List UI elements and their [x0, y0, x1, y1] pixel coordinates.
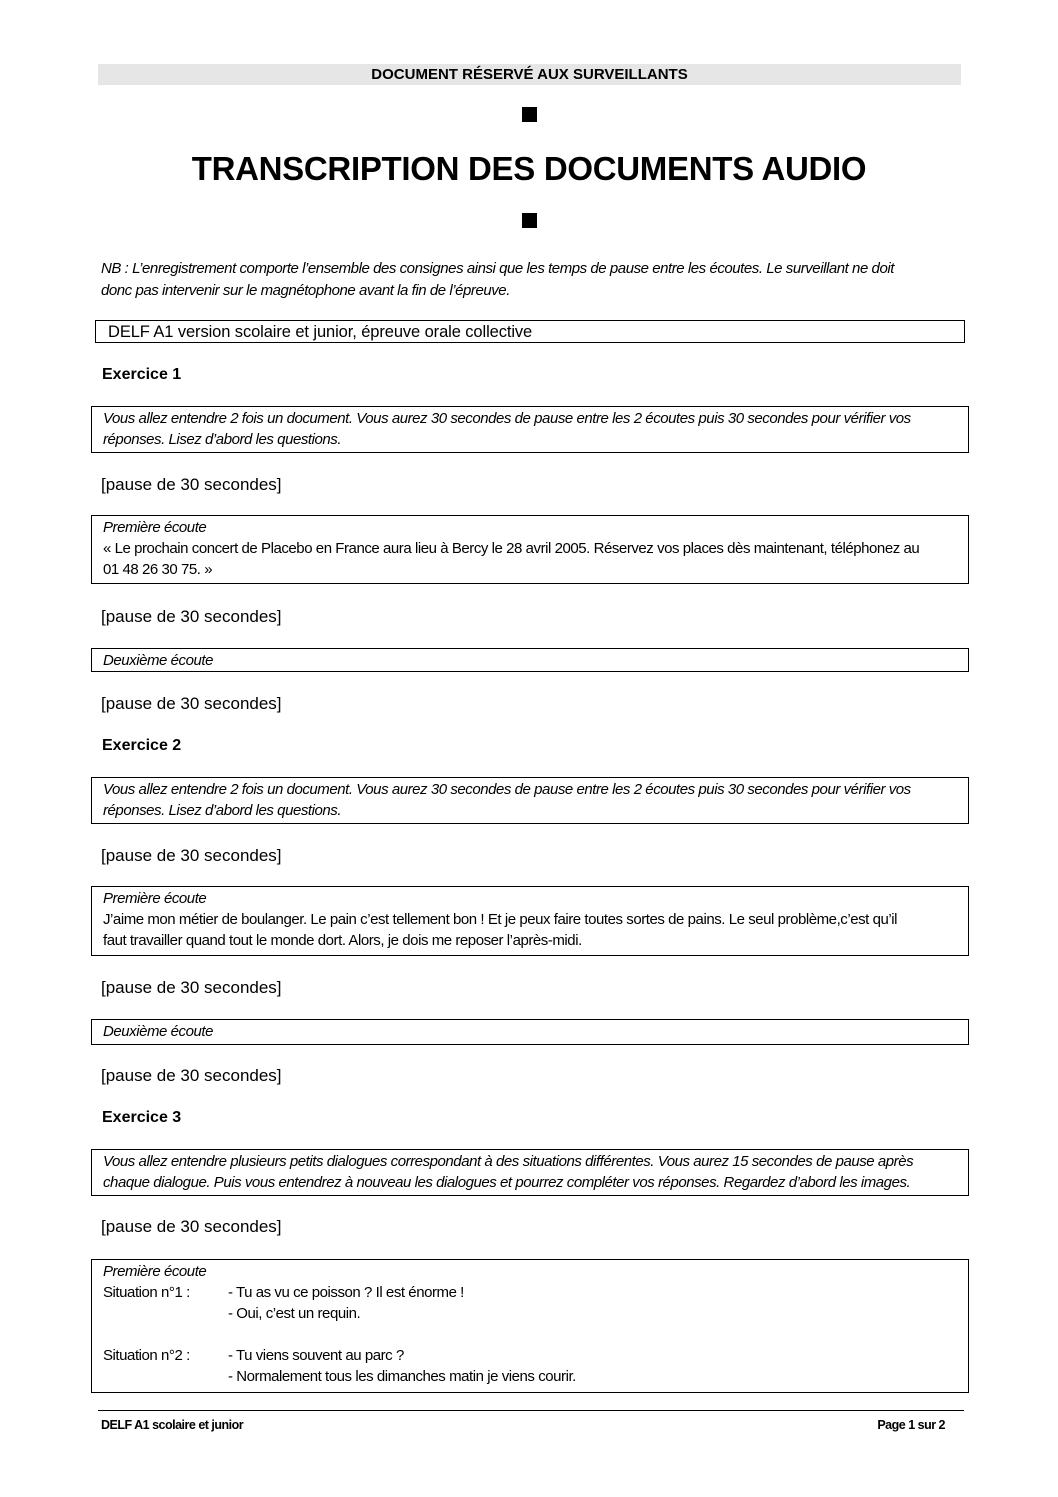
nb-line: donc pas intervenir sur le magnétophone avant la fin de l’épreuve.: [101, 282, 510, 299]
square-bullet-icon: [522, 213, 537, 228]
instruction-line: réponses. Lisez d’abord les questions.: [103, 802, 342, 819]
nb-note: [101, 258, 966, 302]
pause-note: [pause de 30 secondes]: [101, 978, 282, 997]
instruction-line: Vous allez entendre plusieurs petits dialogues correspondant à des situations différentes. Vous aurez 15 secondes de pause après: [103, 1153, 914, 1170]
footer-exam-name: DELF A1 scolaire et junior: [101, 1418, 244, 1432]
transcript-line: 01 48 26 30 75. »: [103, 561, 213, 578]
exercise-3-heading: Exercice 3: [102, 1109, 182, 1126]
footer-page-number: Page 1 sur 2: [877, 1418, 945, 1432]
exercise-2-heading: Exercice 2: [102, 737, 182, 754]
first-listen-label: Première écoute: [103, 1263, 207, 1280]
exercise-1-second-listen-box: [91, 648, 969, 672]
footer-divider: [98, 1410, 964, 1411]
reserved-banner: DOCUMENT RÉSERVÉ AUX SURVEILLANTS: [98, 64, 961, 85]
pause-note: [pause de 30 secondes]: [101, 1066, 282, 1085]
first-listen-label: Première écoute: [103, 890, 207, 907]
instruction-line: chaque dialogue. Puis vous entendrez à nouveau les dialogues et pourrez compléter vos réponses. Regardez d’abord les images.: [103, 1174, 911, 1191]
square-bullet-icon: [522, 107, 537, 122]
second-listen-label: Deuxième écoute: [103, 1023, 213, 1040]
situation-1: [103, 1282, 962, 1324]
pause-note: [pause de 30 secondes]: [101, 475, 282, 494]
instruction-line: Vous allez entendre 2 fois un document. Vous aurez 30 secondes de pause entre les 2 écoutes puis 30 secondes pour vérifier vos: [103, 410, 911, 427]
pause-note: [pause de 30 secondes]: [101, 846, 282, 865]
dialogue-line: - Oui, c’est un requin.: [228, 1305, 361, 1322]
transcript-line: J’aime mon métier de boulanger. Le pain c’est tellement bon ! Et je peux faire toutes sortes de pains. Le seul problème,c’est qu’il: [103, 911, 898, 928]
exercise-2-second-listen-box: [91, 1019, 969, 1045]
pause-note: [pause de 30 secondes]: [101, 694, 282, 713]
dialogue-line: - Normalement tous les dimanches matin je viens courir.: [228, 1368, 576, 1385]
transcript-line: « Le prochain concert de Placebo en France aura lieu à Bercy le 28 avril 2005. Réservez vos places dès maintenant, téléphonez au: [103, 540, 920, 557]
exercise-3-instruction-box: [91, 1149, 969, 1196]
dialogue-line: - Tu as vu ce poisson ? Il est énorme !: [228, 1284, 464, 1301]
page-title: TRANSCRIPTION DES DOCUMENTS AUDIO: [191, 150, 867, 187]
pause-note: [pause de 30 secondes]: [101, 1217, 282, 1236]
instruction-line: réponses. Lisez d’abord les questions.: [103, 431, 342, 448]
exercise-1-instruction-box: [91, 406, 969, 453]
instruction-line: Vous allez entendre 2 fois un document. Vous aurez 30 secondes de pause entre les 2 écoutes puis 30 secondes pour vérifier vos: [103, 781, 911, 798]
exercise-1-heading: Exercice 1: [102, 366, 182, 383]
dialogue-line: - Tu viens souvent au parc ?: [228, 1347, 404, 1364]
exercise-2-first-listen-box: [91, 886, 969, 956]
situation-2: [103, 1345, 962, 1387]
exercise-1-first-listen-box: [91, 515, 969, 584]
exercise-3-first-listen-box: [91, 1259, 969, 1393]
nb-line: NB : L’enregistrement comporte l’ensemble des consignes ainsi que les temps de pause entre les écoutes. Le surveillant ne doit: [101, 260, 894, 277]
exam-label: DELF A1 version scolaire et junior, épreuve orale collective: [108, 323, 533, 341]
pause-note: [pause de 30 secondes]: [101, 607, 282, 626]
situation-label: Situation n°1 :: [103, 1284, 190, 1301]
exam-label-box: [95, 320, 965, 343]
exercise-2-instruction-box: [91, 777, 969, 824]
situation-label: Situation n°2 :: [103, 1347, 190, 1364]
first-listen-label: Première écoute: [103, 519, 207, 536]
second-listen-label: Deuxième écoute: [103, 652, 213, 669]
transcript-line: faut travailler quand tout le monde dort. Alors, je dois me reposer l’après-midi.: [103, 932, 582, 949]
